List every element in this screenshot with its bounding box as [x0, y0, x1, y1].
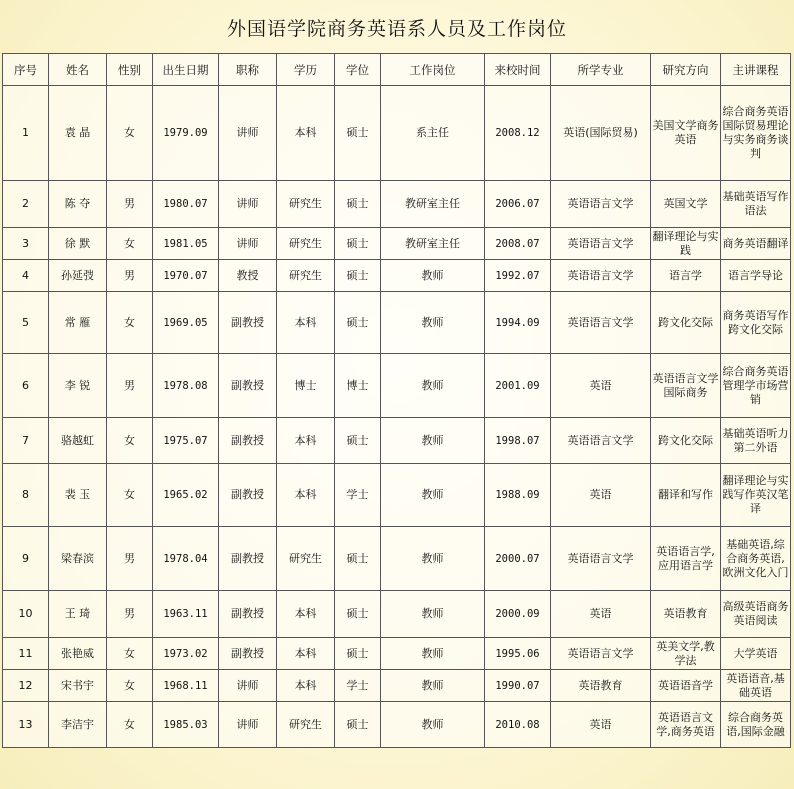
cell-education: 本科	[277, 464, 335, 527]
cell-courses: 综合商务英语国际贸易理论与实务商务谈判	[721, 86, 791, 181]
cell-courses: 商务英语写作跨文化交际	[721, 292, 791, 354]
cell-title: 讲师	[219, 228, 277, 260]
cell-seq: 3	[3, 228, 49, 260]
cell-courses: 大学英语	[721, 638, 791, 670]
table-row	[3, 292, 791, 354]
table-row	[3, 591, 791, 638]
page-title: 外国语学院商务英语系人员及工作岗位	[226, 18, 567, 40]
cell-education: 本科	[277, 292, 335, 354]
header-degree: 学位	[335, 54, 381, 86]
cell-birth-date: 1985.03	[153, 702, 219, 748]
cell-research: 翻译和写作	[651, 464, 721, 527]
cell-major: 英语语言文学	[551, 228, 651, 260]
cell-courses: 语言学导论	[721, 260, 791, 292]
cell-research: 翻译理论与实践	[651, 228, 721, 260]
cell-title: 副教授	[219, 591, 277, 638]
cell-position: 教师	[381, 591, 485, 638]
staff-table	[2, 53, 791, 748]
cell-research: 美国文学商务英语	[651, 86, 721, 181]
cell-gender: 女	[107, 464, 153, 527]
cell-title: 讲师	[219, 670, 277, 702]
cell-name: 王 琦	[49, 591, 107, 638]
cell-position: 教师	[381, 260, 485, 292]
cell-position: 教师	[381, 702, 485, 748]
cell-join-date: 2008.07	[485, 228, 551, 260]
cell-major: 英语	[551, 702, 651, 748]
cell-research: 英语教育	[651, 591, 721, 638]
cell-major: 英语	[551, 354, 651, 418]
table-row	[3, 670, 791, 702]
cell-education: 研究生	[277, 527, 335, 591]
cell-title: 副教授	[219, 292, 277, 354]
cell-join-date: 1990.07	[485, 670, 551, 702]
cell-position: 系主任	[381, 86, 485, 181]
header-research: 研究方向	[651, 54, 721, 86]
table-row	[3, 181, 791, 228]
cell-gender: 男	[107, 527, 153, 591]
cell-join-date: 2000.07	[485, 527, 551, 591]
cell-research: 英语语言文学 国际商务	[651, 354, 721, 418]
cell-major: 英语语言文学	[551, 181, 651, 228]
cell-education: 本科	[277, 638, 335, 670]
cell-birth-date: 1975.07	[153, 418, 219, 464]
cell-seq: 7	[3, 418, 49, 464]
cell-name: 陈 夺	[49, 181, 107, 228]
cell-name: 孙延弢	[49, 260, 107, 292]
cell-birth-date: 1970.07	[153, 260, 219, 292]
cell-degree: 硕士	[335, 86, 381, 181]
cell-courses: 基础英语,综合商务英语,欧洲文化入门	[721, 527, 791, 591]
cell-join-date: 1994.09	[485, 292, 551, 354]
cell-gender: 女	[107, 228, 153, 260]
cell-seq: 9	[3, 527, 49, 591]
cell-position: 教师	[381, 292, 485, 354]
cell-title: 副教授	[219, 527, 277, 591]
cell-degree: 学士	[335, 464, 381, 527]
cell-position: 教研室主任	[381, 181, 485, 228]
cell-join-date: 1998.07	[485, 418, 551, 464]
cell-title: 讲师	[219, 181, 277, 228]
cell-seq: 4	[3, 260, 49, 292]
table-row	[3, 527, 791, 591]
cell-join-date: 1995.06	[485, 638, 551, 670]
cell-research: 英语语音学	[651, 670, 721, 702]
cell-major: 英语	[551, 591, 651, 638]
cell-courses: 英语语音,基础英语	[721, 670, 791, 702]
cell-education: 研究生	[277, 181, 335, 228]
cell-research: 语言学	[651, 260, 721, 292]
cell-title: 副教授	[219, 354, 277, 418]
header-education: 学历	[277, 54, 335, 86]
cell-degree: 硕士	[335, 181, 381, 228]
cell-birth-date: 1963.11	[153, 591, 219, 638]
cell-position: 教研室主任	[381, 228, 485, 260]
cell-degree: 硕士	[335, 527, 381, 591]
cell-position: 教师	[381, 418, 485, 464]
cell-join-date: 2001.09	[485, 354, 551, 418]
cell-title: 讲师	[219, 86, 277, 181]
cell-seq: 12	[3, 670, 49, 702]
header-title: 职称	[219, 54, 277, 86]
cell-name: 张艳威	[49, 638, 107, 670]
cell-gender: 女	[107, 638, 153, 670]
cell-name: 徐 默	[49, 228, 107, 260]
cell-seq: 2	[3, 181, 49, 228]
cell-join-date: 1988.09	[485, 464, 551, 527]
header-courses: 主讲课程	[721, 54, 791, 86]
cell-gender: 男	[107, 591, 153, 638]
cell-name: 李洁宇	[49, 702, 107, 748]
cell-seq: 10	[3, 591, 49, 638]
cell-courses: 综合商务英语,国际金融	[721, 702, 791, 748]
cell-degree: 学士	[335, 670, 381, 702]
table-row	[3, 418, 791, 464]
table-row	[3, 228, 791, 260]
cell-major: 英语	[551, 464, 651, 527]
cell-name: 常 雁	[49, 292, 107, 354]
cell-courses: 综合商务英语管理学市场营销	[721, 354, 791, 418]
cell-research: 英语语言文学,商务英语	[651, 702, 721, 748]
cell-birth-date: 1965.02	[153, 464, 219, 527]
cell-seq: 5	[3, 292, 49, 354]
cell-degree: 硕士	[335, 228, 381, 260]
cell-name: 裴 玉	[49, 464, 107, 527]
cell-title: 副教授	[219, 638, 277, 670]
cell-degree: 硕士	[335, 292, 381, 354]
cell-major: 英语(国际贸易)	[551, 86, 651, 181]
cell-gender: 男	[107, 354, 153, 418]
cell-name: 李 锐	[49, 354, 107, 418]
cell-title: 教授	[219, 260, 277, 292]
cell-position: 教师	[381, 527, 485, 591]
cell-birth-date: 1968.11	[153, 670, 219, 702]
cell-research: 英国文学	[651, 181, 721, 228]
cell-birth-date: 1979.09	[153, 86, 219, 181]
cell-education: 博士	[277, 354, 335, 418]
cell-major: 英语教育	[551, 670, 651, 702]
cell-birth-date: 1973.02	[153, 638, 219, 670]
cell-title: 副教授	[219, 464, 277, 527]
cell-gender: 女	[107, 702, 153, 748]
cell-birth-date: 1978.04	[153, 527, 219, 591]
cell-position: 教师	[381, 464, 485, 527]
cell-research: 跨文化交际	[651, 418, 721, 464]
cell-seq: 8	[3, 464, 49, 527]
cell-degree: 硕士	[335, 702, 381, 748]
cell-seq: 1	[3, 86, 49, 181]
cell-major: 英语语言文学	[551, 638, 651, 670]
header-join-date: 来校时间	[485, 54, 551, 86]
cell-join-date: 1992.07	[485, 260, 551, 292]
header-name: 姓名	[49, 54, 107, 86]
table-row	[3, 702, 791, 748]
cell-courses: 基础英语写作语法	[721, 181, 791, 228]
cell-seq: 11	[3, 638, 49, 670]
header-seq: 序号	[3, 54, 49, 86]
cell-education: 研究生	[277, 702, 335, 748]
cell-birth-date: 1969.05	[153, 292, 219, 354]
cell-join-date: 2008.12	[485, 86, 551, 181]
cell-gender: 女	[107, 418, 153, 464]
cell-major: 英语语言文学	[551, 292, 651, 354]
cell-education: 研究生	[277, 260, 335, 292]
cell-gender: 女	[107, 292, 153, 354]
cell-courses: 高级英语商务英语阅读	[721, 591, 791, 638]
header-gender: 性别	[107, 54, 153, 86]
cell-seq: 13	[3, 702, 49, 748]
cell-join-date: 2000.09	[485, 591, 551, 638]
cell-seq: 6	[3, 354, 49, 418]
table-header-row	[3, 54, 791, 86]
cell-degree: 硕士	[335, 591, 381, 638]
cell-name: 梁春滨	[49, 527, 107, 591]
cell-degree: 博士	[335, 354, 381, 418]
cell-title: 副教授	[219, 418, 277, 464]
cell-education: 研究生	[277, 228, 335, 260]
cell-gender: 女	[107, 670, 153, 702]
cell-education: 本科	[277, 418, 335, 464]
table-row	[3, 638, 791, 670]
cell-courses: 基础英语听力第二外语	[721, 418, 791, 464]
cell-birth-date: 1980.07	[153, 181, 219, 228]
cell-degree: 硕士	[335, 638, 381, 670]
cell-education: 本科	[277, 86, 335, 181]
cell-education: 本科	[277, 591, 335, 638]
cell-gender: 男	[107, 181, 153, 228]
cell-major: 英语语言文学	[551, 527, 651, 591]
cell-birth-date: 1981.05	[153, 228, 219, 260]
cell-research: 英美文学,教学法	[651, 638, 721, 670]
cell-join-date: 2006.07	[485, 181, 551, 228]
cell-research: 跨文化交际	[651, 292, 721, 354]
cell-name: 骆越虹	[49, 418, 107, 464]
table-row	[3, 354, 791, 418]
cell-birth-date: 1978.08	[153, 354, 219, 418]
table-row	[3, 464, 791, 527]
cell-education: 本科	[277, 670, 335, 702]
cell-degree: 硕士	[335, 260, 381, 292]
cell-gender: 男	[107, 260, 153, 292]
cell-name: 宋书宇	[49, 670, 107, 702]
header-birth-date: 出生日期	[153, 54, 219, 86]
table-row	[3, 260, 791, 292]
cell-gender: 女	[107, 86, 153, 181]
header-position: 工作岗位	[381, 54, 485, 86]
cell-major: 英语语言文学	[551, 418, 651, 464]
table-row	[3, 86, 791, 181]
cell-position: 教师	[381, 354, 485, 418]
cell-major: 英语语言文学	[551, 260, 651, 292]
cell-name: 袁 晶	[49, 86, 107, 181]
cell-degree: 硕士	[335, 418, 381, 464]
cell-position: 教师	[381, 638, 485, 670]
cell-position: 教师	[381, 670, 485, 702]
cell-courses: 翻译理论与实践写作英汉笔译	[721, 464, 791, 527]
cell-join-date: 2010.08	[485, 702, 551, 748]
header-major: 所学专业	[551, 54, 651, 86]
cell-research: 英语语言学,应用语言学	[651, 527, 721, 591]
cell-title: 讲师	[219, 702, 277, 748]
cell-courses: 商务英语翻译	[721, 228, 791, 260]
